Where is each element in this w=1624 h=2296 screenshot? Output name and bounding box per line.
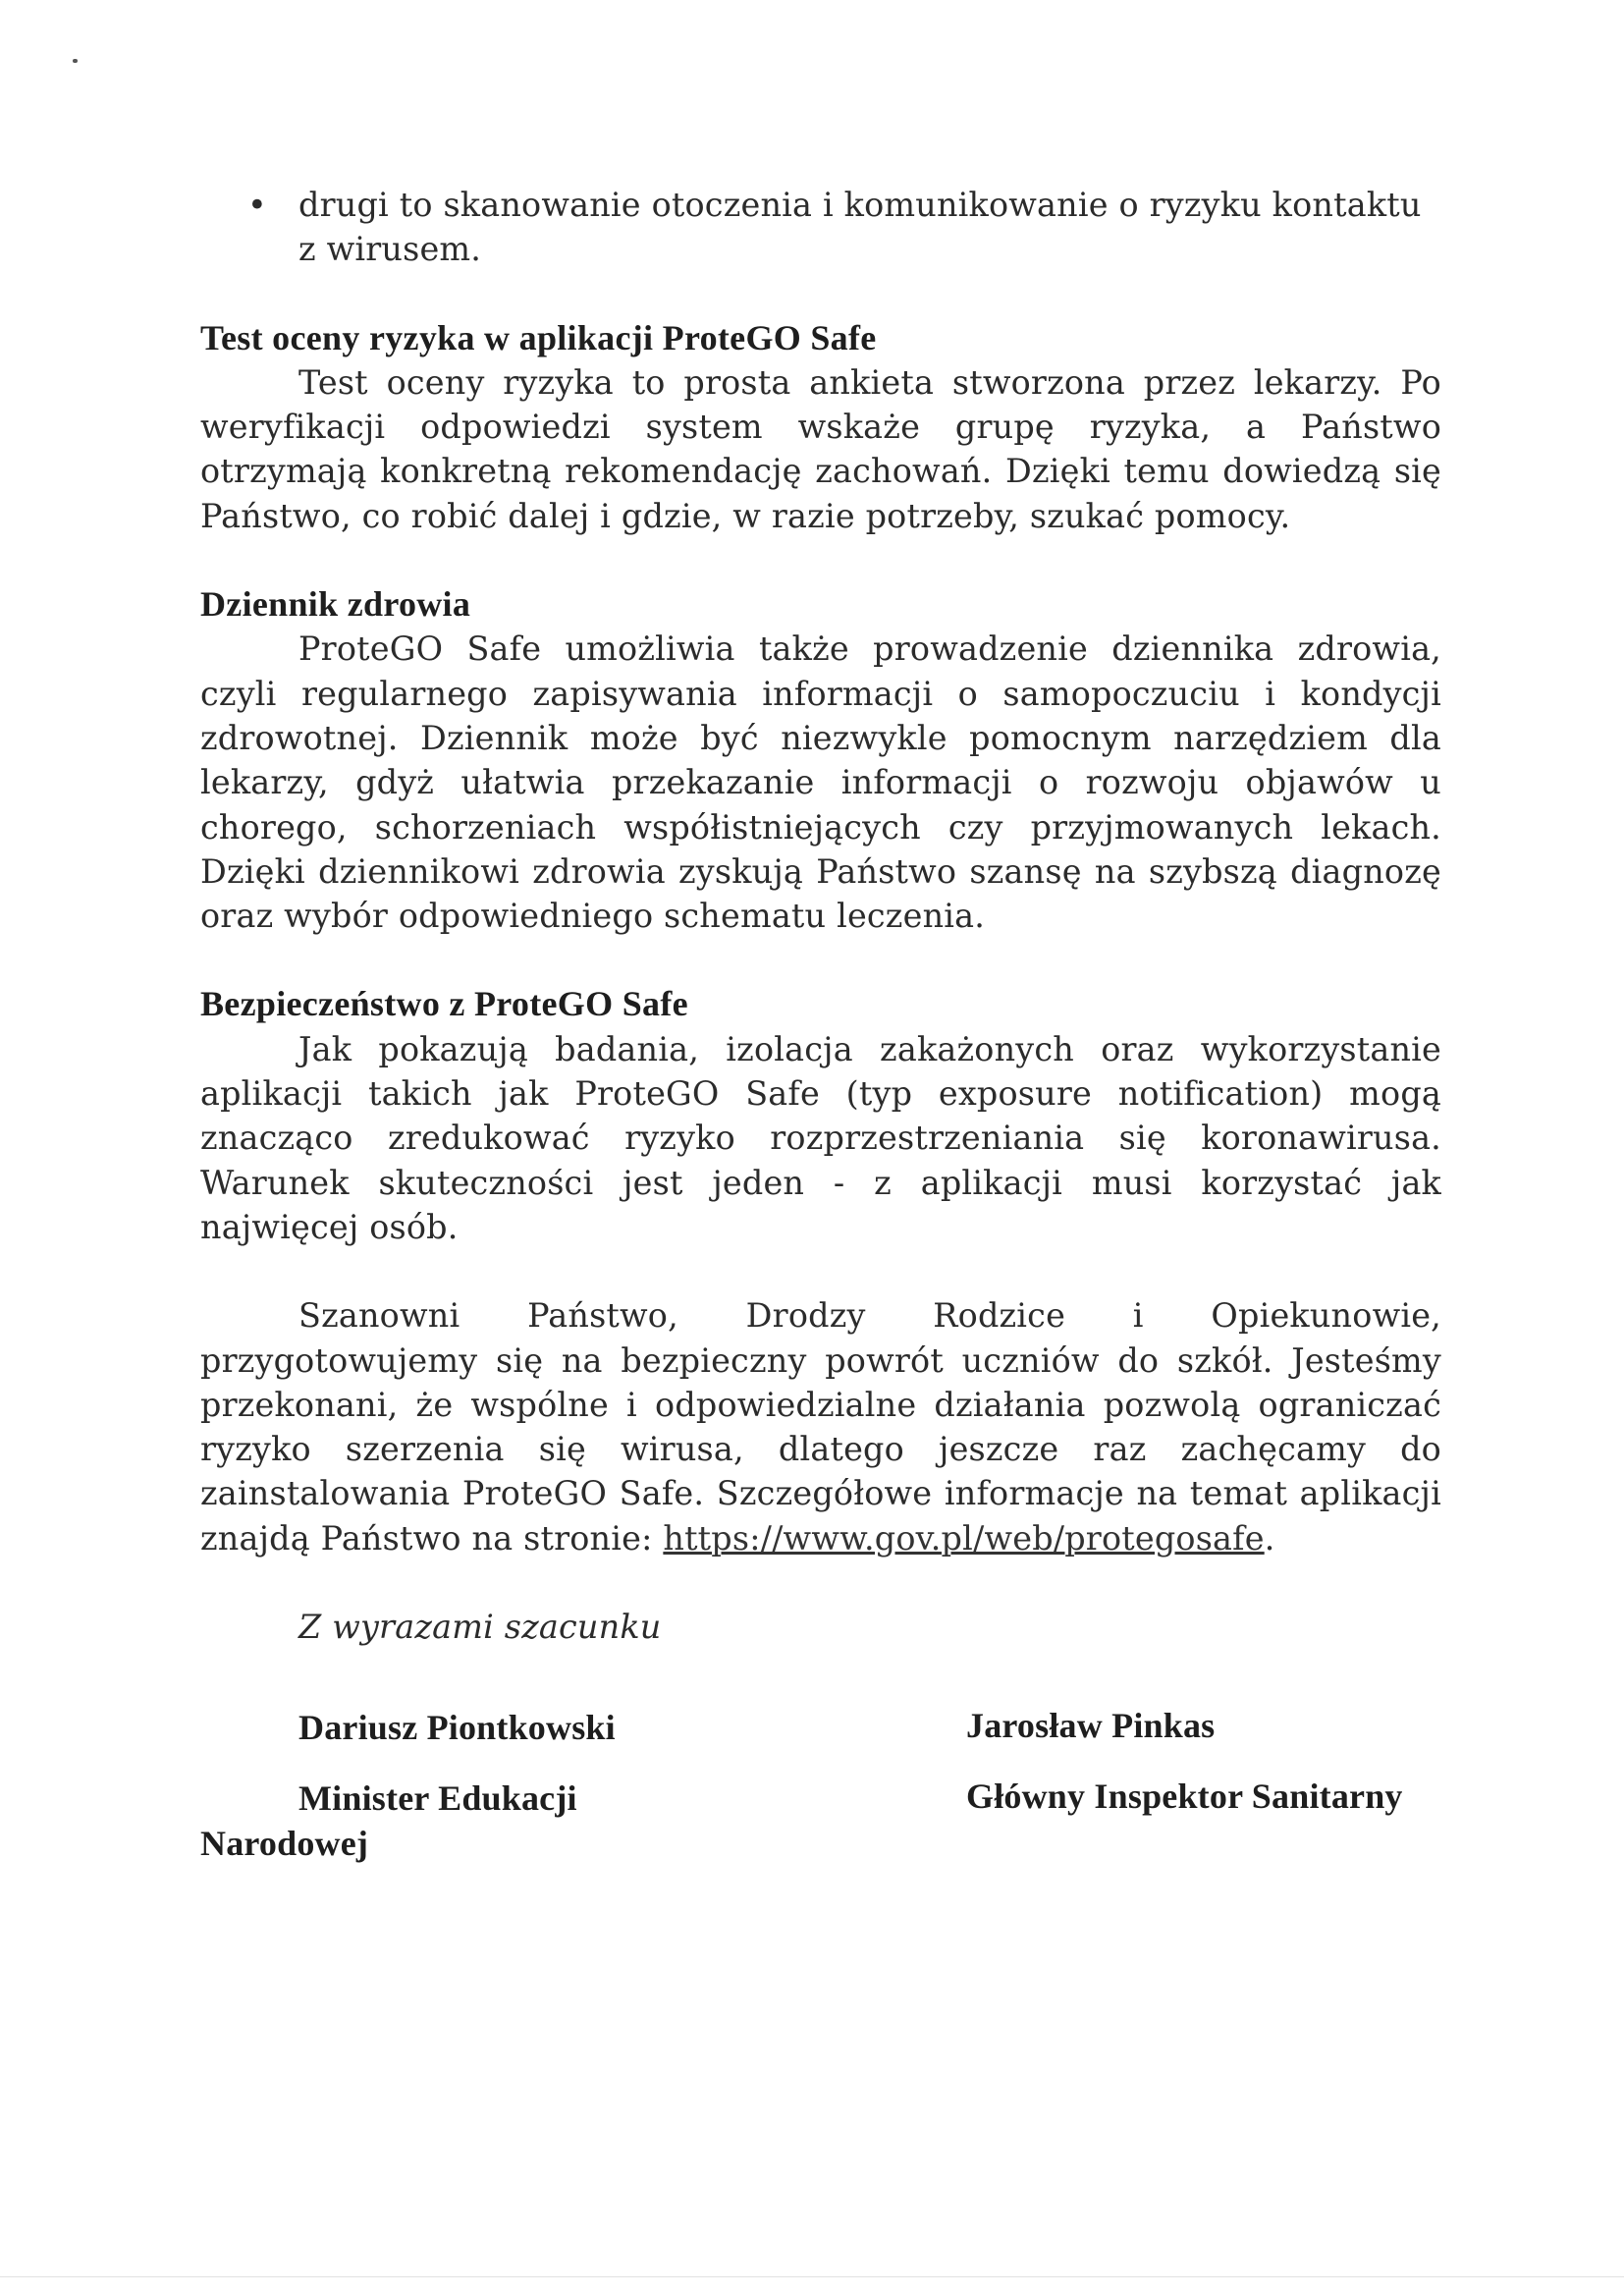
signatures-block — [200, 1706, 1441, 1873]
section-paragraph: Test oceny ryzyka to prosta ankieta stworzona przez lekarzy. Po weryfikacji odpowiedzi system wskaże grupę ryzyka, a Państwo otrzymają konkretną rekomendację zachowań. Dzięki temu dowiedzą się Państwo, co robić dalej i gdzie, w razie potrzeby, szukać pomocy. — [200, 362, 1441, 535]
section-paragraph: Jak pokazują badania, izolacja zakażonych oraz wykorzystanie aplikacji takich jak ProteGO Safe (typ exposure notification) mogą znacząco zredukować ryzyko rozprzestrzeniania się koronawirusa. Warunek skuteczności jest jeden - z aplikacji musi korzystać jak najwięcej osób. — [200, 1029, 1441, 1246]
section-heading: Dziennik zdrowia — [200, 584, 471, 625]
signatory-right-name: Jarosław Pinkas — [966, 1706, 1216, 1746]
signatory-right-title: Główny Inspektor Sanitarny — [966, 1777, 1403, 1817]
protegosafe-link[interactable]: https://www.gov.pl/web/protegosafe — [663, 1518, 1265, 1558]
section-safety — [200, 982, 1441, 1249]
section-heading: Bezpieczeństwo z ProteGO Safe — [200, 984, 688, 1024]
scan-edge-line — [0, 2276, 1624, 2277]
appeal-section — [200, 1293, 1441, 1560]
appeal-end: . — [1264, 1518, 1275, 1558]
signatory-left-title: Minister Edukacji Narodowej — [200, 1778, 577, 1863]
section-paragraph: ProteGO Safe umożliwia także prowadzenie dziennika zdrowia, czyli regularnego zapisywania informacji o samopoczuciu i kondycji zdrowotnej. Dziennik może być niezwykle pomocnym narzędziem dla lekarzy, gdyż ułatwia przekazanie informacji o rozwoju objawów u chorego, schorzeniach współistniejących czy przyjmowanych lekach. Dzięki dziennikowi zdrowia zyskują Państwo szansę na szybszą diagnozę oraz wybór odpowiedniego schematu leczenia. — [200, 629, 1441, 936]
section-heading: Test oceny ryzyka w aplikacji ProteGO Safe — [200, 317, 877, 357]
bullet-text: drugi to skanowanie otoczenia i komunikowanie o ryzyku kontaktu z wirusem. — [298, 186, 1422, 269]
section-health-diary — [200, 582, 1441, 938]
closing-salutation: Z wyrazami szacunku — [298, 1608, 662, 1647]
bullet-icon: • — [247, 186, 267, 224]
scan-speck — [73, 59, 78, 63]
bullet-item — [200, 183, 1441, 272]
signatory-left-name: Dariusz Piontkowski — [298, 1708, 616, 1748]
appeal-text: Szanowni Państwo, Drodzy Rodzice i Opiekunowie, przygotowujemy się na bezpieczny powrót uczniów do szkół. Jesteśmy przekonani, że wspólne i odpowiedzialne działania pozwolą ograniczać ryzyko szerzenia się wirusa, dlatego jeszcze raz zachęcamy do zainstalowania ProteGO Safe. Szczegółowe informacje na temat aplikacji znajdą Państwo na stronie: — [200, 1296, 1441, 1558]
letter-body — [200, 183, 1441, 1873]
section-risk-test — [200, 316, 1441, 538]
appeal-paragraph — [200, 1293, 1441, 1560]
